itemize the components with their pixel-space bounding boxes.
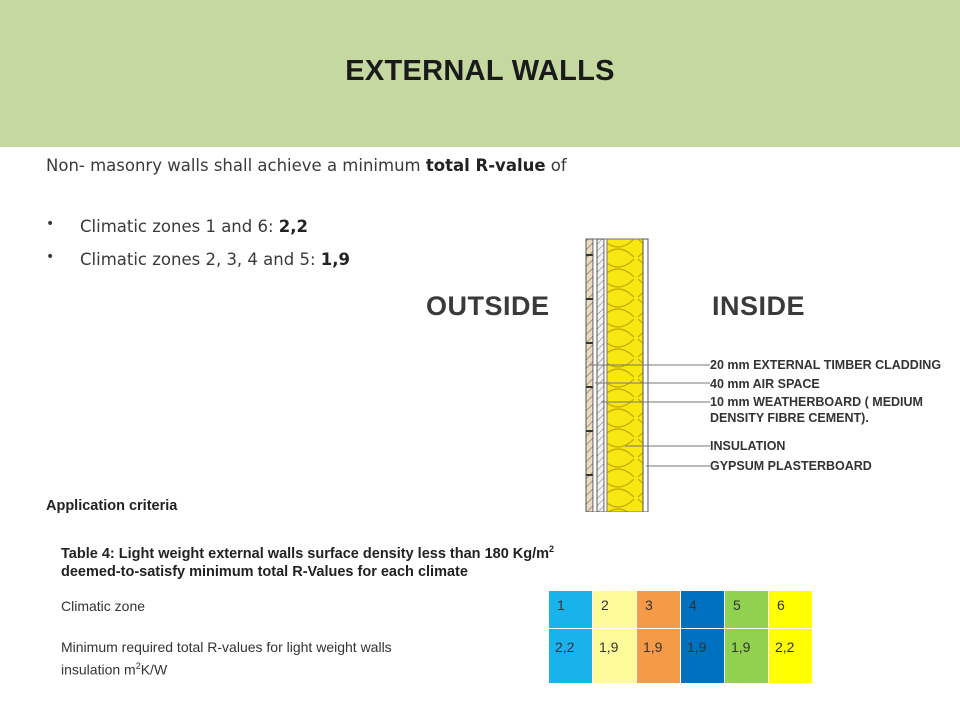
r-value-cell: 2,2 — [769, 629, 813, 684]
r-value-row — [549, 629, 813, 684]
outside-label: OUTSIDE — [426, 291, 550, 321]
wall-layers-illustration — [420, 237, 960, 512]
table-caption — [61, 540, 761, 581]
r-value-cell: 1,9 — [593, 629, 637, 684]
bullet-item — [46, 250, 350, 283]
plasterboard-layer — [643, 239, 648, 512]
bullet-value: 1,9 — [320, 250, 350, 269]
zone-cell: 1 — [549, 591, 593, 629]
caption-line1: Table 4: Light weight external walls surface density less than 180 Kg/m — [61, 545, 550, 562]
callout-timber-cladding: 20 mm EXTERNAL TIMBER CLADDING — [710, 358, 942, 372]
intro-bold: total R-value — [425, 156, 546, 175]
r-value-cell: 1,9 — [725, 629, 769, 684]
r-value-table — [548, 590, 813, 684]
timber-cladding-layer — [586, 239, 593, 512]
r-label-c: K/W — [140, 661, 168, 678]
callout-weatherboard-cont: DENSITY FIBRE CEMENT). — [710, 411, 869, 425]
row-label-r-values — [61, 638, 546, 680]
callout-plasterboard: GYPSUM PLASTERBOARD — [710, 459, 872, 473]
r-label-sup: 2 — [135, 661, 141, 671]
r-label-a: Minimum required total R-values for light weight walls — [61, 639, 392, 655]
r-value-cell: 1,9 — [681, 629, 725, 684]
zone-cell: 6 — [769, 591, 813, 629]
callout-air-space: 40 mm AIR SPACE — [710, 377, 820, 391]
zone-bullet-list — [46, 217, 350, 283]
wall-section-diagram — [420, 237, 960, 512]
bullet-item — [46, 217, 350, 250]
row-label-climatic-zone: Climatic zone — [61, 598, 146, 614]
air-space-layer — [593, 239, 597, 512]
intro-text — [46, 156, 567, 175]
insulation-layer — [607, 239, 643, 512]
intro-before: Non- masonry walls shall achieve a minimum — [46, 156, 426, 175]
caption-line2: deemed-to-satisfy minimum total R-Values for each climate — [61, 563, 468, 580]
r-label-b: insulation m — [61, 661, 136, 678]
zone-row — [549, 591, 813, 629]
zone-cell: 3 — [637, 591, 681, 629]
r-value-cell: 1,9 — [637, 629, 681, 684]
zone-cell: 4 — [681, 591, 725, 629]
intro-after: of — [545, 156, 567, 175]
slide-title: EXTERNAL WALLS — [345, 55, 615, 87]
bullet-dot-icon: • — [46, 249, 55, 265]
bullet-dot-icon: • — [46, 216, 55, 232]
callout-weatherboard: 10 mm WEATHERBOARD ( MEDIUM — [710, 395, 923, 409]
zone-cell: 2 — [593, 591, 637, 629]
bullet-text: Climatic zones 1 and 6: — [80, 217, 279, 236]
bullet-text: Climatic zones 2, 3, 4 and 5: — [80, 250, 321, 269]
application-criteria-heading: Application criteria — [46, 498, 178, 514]
weatherboard-layer — [597, 239, 604, 512]
r-value-cell: 2,2 — [549, 629, 593, 684]
caption-sup: 2 — [549, 544, 555, 554]
bullet-value: 2,2 — [278, 217, 309, 236]
zone-cell: 5 — [725, 591, 769, 629]
inside-label: INSIDE — [712, 291, 806, 321]
callout-insulation: INSULATION — [710, 439, 786, 453]
